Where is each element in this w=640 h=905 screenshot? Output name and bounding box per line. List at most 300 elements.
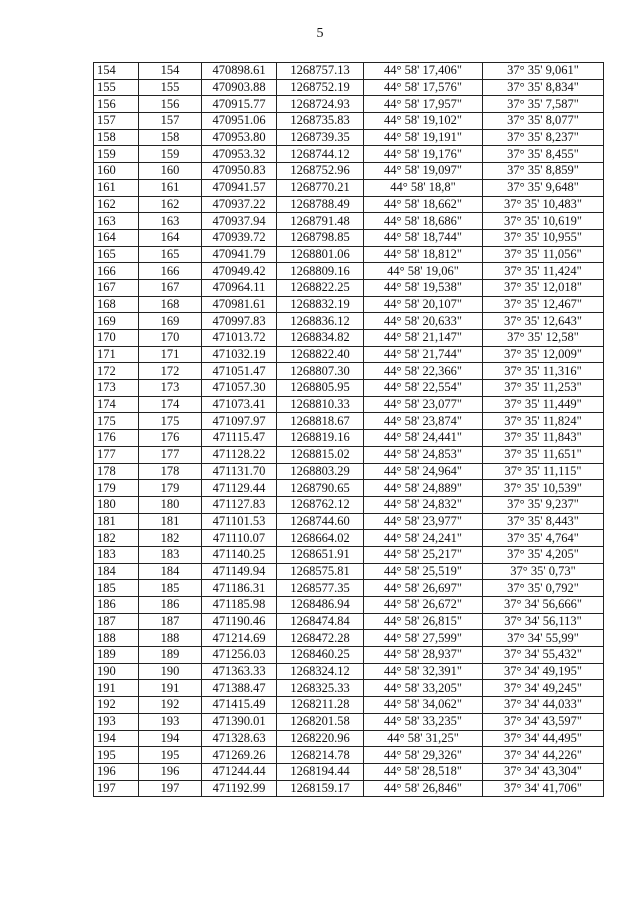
table-row [94, 146, 604, 163]
table-row [94, 163, 604, 180]
table-row [94, 730, 604, 747]
y-coordinate-cell: 1268159.17 [277, 780, 364, 797]
point-id-cell: 162 [139, 196, 202, 213]
point-number-cell: 187 [94, 613, 139, 630]
point-id-cell: 160 [139, 163, 202, 180]
y-coordinate-cell: 1268834.82 [277, 330, 364, 347]
point-id-cell: 168 [139, 296, 202, 313]
longitude-cell: 37° 34' 44,226" [483, 747, 604, 764]
latitude-cell: 44° 58' 25,519" [364, 563, 483, 580]
table-row [94, 613, 604, 630]
table-row [94, 129, 604, 146]
y-coordinate-cell: 1268472.28 [277, 630, 364, 647]
latitude-cell: 44° 58' 18,812" [364, 246, 483, 263]
y-coordinate-cell: 1268770.21 [277, 179, 364, 196]
x-coordinate-cell: 470949.42 [202, 263, 277, 280]
y-coordinate-cell: 1268807.30 [277, 363, 364, 380]
longitude-cell: 37° 35' 12,018" [483, 279, 604, 296]
x-coordinate-cell: 470951.06 [202, 113, 277, 130]
latitude-cell: 44° 58' 26,697" [364, 580, 483, 597]
y-coordinate-cell: 1268735.83 [277, 113, 364, 130]
x-coordinate-cell: 471328.63 [202, 730, 277, 747]
point-id-cell: 182 [139, 530, 202, 547]
x-coordinate-cell: 470898.61 [202, 63, 277, 80]
x-coordinate-cell: 471110.07 [202, 530, 277, 547]
point-number-cell: 161 [94, 179, 139, 196]
point-number-cell: 165 [94, 246, 139, 263]
table-row [94, 680, 604, 697]
longitude-cell: 37° 35' 8,859" [483, 163, 604, 180]
longitude-cell: 37° 35' 11,449" [483, 396, 604, 413]
latitude-cell: 44° 58' 34,062" [364, 697, 483, 714]
table-row [94, 363, 604, 380]
longitude-cell: 37° 34' 43,304" [483, 763, 604, 780]
table-row [94, 330, 604, 347]
table-row [94, 530, 604, 547]
point-id-cell: 193 [139, 713, 202, 730]
x-coordinate-cell: 471115.47 [202, 430, 277, 447]
table-row [94, 446, 604, 463]
point-id-cell: 191 [139, 680, 202, 697]
latitude-cell: 44° 58' 18,662" [364, 196, 483, 213]
x-coordinate-cell: 471013.72 [202, 330, 277, 347]
x-coordinate-cell: 470997.83 [202, 313, 277, 330]
point-number-cell: 168 [94, 296, 139, 313]
y-coordinate-cell: 1268739.35 [277, 129, 364, 146]
longitude-cell: 37° 35' 8,834" [483, 79, 604, 96]
point-number-cell: 191 [94, 680, 139, 697]
table-row [94, 346, 604, 363]
point-number-cell: 154 [94, 63, 139, 80]
table-row [94, 546, 604, 563]
x-coordinate-cell: 471415.49 [202, 697, 277, 714]
latitude-cell: 44° 58' 17,576" [364, 79, 483, 96]
point-id-cell: 192 [139, 697, 202, 714]
point-id-cell: 179 [139, 480, 202, 497]
longitude-cell: 37° 34' 49,245" [483, 680, 604, 697]
longitude-cell: 37° 34' 55,432" [483, 647, 604, 664]
table-row [94, 747, 604, 764]
y-coordinate-cell: 1268486.94 [277, 597, 364, 614]
x-coordinate-cell: 470903.88 [202, 79, 277, 96]
y-coordinate-cell: 1268798.85 [277, 229, 364, 246]
longitude-cell: 37° 35' 11,056" [483, 246, 604, 263]
table-row [94, 463, 604, 480]
x-coordinate-cell: 471244.44 [202, 763, 277, 780]
point-id-cell: 188 [139, 630, 202, 647]
point-id-cell: 155 [139, 79, 202, 96]
point-id-cell: 175 [139, 413, 202, 430]
latitude-cell: 44° 58' 18,8" [364, 179, 483, 196]
point-number-cell: 179 [94, 480, 139, 497]
point-id-cell: 166 [139, 263, 202, 280]
y-coordinate-cell: 1268744.12 [277, 146, 364, 163]
point-id-cell: 174 [139, 396, 202, 413]
latitude-cell: 44° 58' 19,538" [364, 279, 483, 296]
latitude-cell: 44° 58' 17,957" [364, 96, 483, 113]
x-coordinate-cell: 471101.53 [202, 513, 277, 530]
latitude-cell: 44° 58' 26,846" [364, 780, 483, 797]
longitude-cell: 37° 35' 11,824" [483, 413, 604, 430]
point-id-cell: 197 [139, 780, 202, 797]
table-row [94, 663, 604, 680]
latitude-cell: 44° 58' 24,441" [364, 430, 483, 447]
y-coordinate-cell: 1268577.35 [277, 580, 364, 597]
x-coordinate-cell: 471192.99 [202, 780, 277, 797]
x-coordinate-cell: 470939.72 [202, 229, 277, 246]
y-coordinate-cell: 1268819.16 [277, 430, 364, 447]
longitude-cell: 37° 35' 9,061" [483, 63, 604, 80]
point-number-cell: 164 [94, 229, 139, 246]
point-number-cell: 197 [94, 780, 139, 797]
point-id-cell: 164 [139, 229, 202, 246]
point-id-cell: 176 [139, 430, 202, 447]
y-coordinate-cell: 1268474.84 [277, 613, 364, 630]
point-id-cell: 156 [139, 96, 202, 113]
x-coordinate-cell: 471140.25 [202, 546, 277, 563]
longitude-cell: 37° 35' 11,651" [483, 446, 604, 463]
latitude-cell: 44° 58' 23,977" [364, 513, 483, 530]
latitude-cell: 44° 58' 18,744" [364, 229, 483, 246]
table-row [94, 647, 604, 664]
y-coordinate-cell: 1268752.19 [277, 79, 364, 96]
point-id-cell: 181 [139, 513, 202, 530]
x-coordinate-cell: 471073.41 [202, 396, 277, 413]
x-coordinate-cell: 471256.03 [202, 647, 277, 664]
longitude-cell: 37° 35' 12,009" [483, 346, 604, 363]
x-coordinate-cell: 470937.22 [202, 196, 277, 213]
point-number-cell: 176 [94, 430, 139, 447]
latitude-cell: 44° 58' 28,937" [364, 647, 483, 664]
table-row [94, 213, 604, 230]
y-coordinate-cell: 1268801.06 [277, 246, 364, 263]
y-coordinate-cell: 1268575.81 [277, 563, 364, 580]
point-number-cell: 174 [94, 396, 139, 413]
longitude-cell: 37° 35' 8,237" [483, 129, 604, 146]
x-coordinate-cell: 470950.83 [202, 163, 277, 180]
coordinates-table [93, 62, 604, 797]
table-row [94, 79, 604, 96]
longitude-cell: 37° 35' 7,587" [483, 96, 604, 113]
point-number-cell: 156 [94, 96, 139, 113]
y-coordinate-cell: 1268822.40 [277, 346, 364, 363]
longitude-cell: 37° 35' 11,316" [483, 363, 604, 380]
longitude-cell: 37° 34' 44,033" [483, 697, 604, 714]
y-coordinate-cell: 1268664.02 [277, 530, 364, 547]
x-coordinate-cell: 471127.83 [202, 496, 277, 513]
x-coordinate-cell: 470953.80 [202, 129, 277, 146]
latitude-cell: 44° 58' 20,633" [364, 313, 483, 330]
latitude-cell: 44° 58' 22,366" [364, 363, 483, 380]
x-coordinate-cell: 471388.47 [202, 680, 277, 697]
x-coordinate-cell: 471032.19 [202, 346, 277, 363]
x-coordinate-cell: 471129.44 [202, 480, 277, 497]
point-number-cell: 189 [94, 647, 139, 664]
latitude-cell: 44° 58' 20,107" [364, 296, 483, 313]
point-number-cell: 162 [94, 196, 139, 213]
x-coordinate-cell: 471269.26 [202, 747, 277, 764]
point-number-cell: 185 [94, 580, 139, 597]
point-id-cell: 171 [139, 346, 202, 363]
point-number-cell: 157 [94, 113, 139, 130]
point-id-cell: 170 [139, 330, 202, 347]
latitude-cell: 44° 58' 23,874" [364, 413, 483, 430]
point-number-cell: 171 [94, 346, 139, 363]
x-coordinate-cell: 470915.77 [202, 96, 277, 113]
point-number-cell: 167 [94, 279, 139, 296]
x-coordinate-cell: 470941.79 [202, 246, 277, 263]
point-number-cell: 172 [94, 363, 139, 380]
table-row [94, 430, 604, 447]
table-row [94, 380, 604, 397]
point-number-cell: 163 [94, 213, 139, 230]
x-coordinate-cell: 471057.30 [202, 380, 277, 397]
longitude-cell: 37° 35' 11,253" [483, 380, 604, 397]
y-coordinate-cell: 1268214.78 [277, 747, 364, 764]
point-id-cell: 187 [139, 613, 202, 630]
latitude-cell: 44° 58' 32,391" [364, 663, 483, 680]
y-coordinate-cell: 1268752.96 [277, 163, 364, 180]
point-number-cell: 160 [94, 163, 139, 180]
table-row [94, 697, 604, 714]
point-number-cell: 186 [94, 597, 139, 614]
point-number-cell: 177 [94, 446, 139, 463]
y-coordinate-cell: 1268810.33 [277, 396, 364, 413]
x-coordinate-cell: 471097.97 [202, 413, 277, 430]
y-coordinate-cell: 1268724.93 [277, 96, 364, 113]
point-id-cell: 163 [139, 213, 202, 230]
point-number-cell: 158 [94, 129, 139, 146]
table-row [94, 780, 604, 797]
point-id-cell: 169 [139, 313, 202, 330]
latitude-cell: 44° 58' 23,077" [364, 396, 483, 413]
latitude-cell: 44° 58' 31,25" [364, 730, 483, 747]
x-coordinate-cell: 470937.94 [202, 213, 277, 230]
point-number-cell: 170 [94, 330, 139, 347]
latitude-cell: 44° 58' 27,599" [364, 630, 483, 647]
latitude-cell: 44° 58' 24,853" [364, 446, 483, 463]
x-coordinate-cell: 471128.22 [202, 446, 277, 463]
point-id-cell: 158 [139, 129, 202, 146]
latitude-cell: 44° 58' 24,889" [364, 480, 483, 497]
y-coordinate-cell: 1268822.25 [277, 279, 364, 296]
latitude-cell: 44° 58' 19,06" [364, 263, 483, 280]
point-id-cell: 190 [139, 663, 202, 680]
longitude-cell: 37° 35' 10,539" [483, 480, 604, 497]
point-id-cell: 183 [139, 546, 202, 563]
point-number-cell: 175 [94, 413, 139, 430]
longitude-cell: 37° 35' 10,619" [483, 213, 604, 230]
x-coordinate-cell: 471214.69 [202, 630, 277, 647]
table-row [94, 480, 604, 497]
point-id-cell: 165 [139, 246, 202, 263]
y-coordinate-cell: 1268836.12 [277, 313, 364, 330]
table-row [94, 396, 604, 413]
longitude-cell: 37° 35' 9,648" [483, 179, 604, 196]
point-id-cell: 177 [139, 446, 202, 463]
point-id-cell: 189 [139, 647, 202, 664]
table-row [94, 63, 604, 80]
point-id-cell: 194 [139, 730, 202, 747]
y-coordinate-cell: 1268220.96 [277, 730, 364, 747]
x-coordinate-cell: 470981.61 [202, 296, 277, 313]
y-coordinate-cell: 1268211.28 [277, 697, 364, 714]
table-row [94, 580, 604, 597]
point-id-cell: 186 [139, 597, 202, 614]
x-coordinate-cell: 471131.70 [202, 463, 277, 480]
point-id-cell: 172 [139, 363, 202, 380]
point-id-cell: 178 [139, 463, 202, 480]
point-id-cell: 167 [139, 279, 202, 296]
longitude-cell: 37° 34' 49,195" [483, 663, 604, 680]
table-row [94, 279, 604, 296]
longitude-cell: 37° 35' 12,58" [483, 330, 604, 347]
x-coordinate-cell: 470941.57 [202, 179, 277, 196]
point-id-cell: 161 [139, 179, 202, 196]
table-row [94, 763, 604, 780]
latitude-cell: 44° 58' 24,832" [364, 496, 483, 513]
latitude-cell: 44° 58' 33,205" [364, 680, 483, 697]
table-row [94, 413, 604, 430]
x-coordinate-cell: 470953.32 [202, 146, 277, 163]
longitude-cell: 37° 35' 12,643" [483, 313, 604, 330]
y-coordinate-cell: 1268194.44 [277, 763, 364, 780]
y-coordinate-cell: 1268325.33 [277, 680, 364, 697]
longitude-cell: 37° 34' 56,113" [483, 613, 604, 630]
table-row [94, 263, 604, 280]
x-coordinate-cell: 471149.94 [202, 563, 277, 580]
latitude-cell: 44° 58' 29,326" [364, 747, 483, 764]
longitude-cell: 37° 34' 43,597" [483, 713, 604, 730]
point-number-cell: 188 [94, 630, 139, 647]
x-coordinate-cell: 471186.31 [202, 580, 277, 597]
longitude-cell: 37° 34' 41,706" [483, 780, 604, 797]
longitude-cell: 37° 34' 44,495" [483, 730, 604, 747]
point-id-cell: 157 [139, 113, 202, 130]
longitude-cell: 37° 35' 9,237" [483, 496, 604, 513]
latitude-cell: 44° 58' 17,406" [364, 63, 483, 80]
point-number-cell: 183 [94, 546, 139, 563]
latitude-cell: 44° 58' 25,217" [364, 546, 483, 563]
y-coordinate-cell: 1268651.91 [277, 546, 364, 563]
point-number-cell: 182 [94, 530, 139, 547]
longitude-cell: 37° 35' 8,077" [483, 113, 604, 130]
latitude-cell: 44° 58' 19,191" [364, 129, 483, 146]
point-id-cell: 154 [139, 63, 202, 80]
y-coordinate-cell: 1268762.12 [277, 496, 364, 513]
y-coordinate-cell: 1268324.12 [277, 663, 364, 680]
point-number-cell: 193 [94, 713, 139, 730]
y-coordinate-cell: 1268757.13 [277, 63, 364, 80]
point-number-cell: 194 [94, 730, 139, 747]
table-row [94, 246, 604, 263]
x-coordinate-cell: 471190.46 [202, 613, 277, 630]
x-coordinate-cell: 471363.33 [202, 663, 277, 680]
x-coordinate-cell: 471390.01 [202, 713, 277, 730]
point-number-cell: 159 [94, 146, 139, 163]
longitude-cell: 37° 35' 0,73" [483, 563, 604, 580]
longitude-cell: 37° 35' 10,483" [483, 196, 604, 213]
point-id-cell: 173 [139, 380, 202, 397]
y-coordinate-cell: 1268818.67 [277, 413, 364, 430]
point-number-cell: 181 [94, 513, 139, 530]
table-row [94, 313, 604, 330]
longitude-cell: 37° 35' 4,764" [483, 530, 604, 547]
table-row [94, 179, 604, 196]
table-row [94, 496, 604, 513]
latitude-cell: 44° 58' 21,744" [364, 346, 483, 363]
point-id-cell: 180 [139, 496, 202, 513]
longitude-cell: 37° 35' 10,955" [483, 229, 604, 246]
point-number-cell: 192 [94, 697, 139, 714]
latitude-cell: 44° 58' 28,518" [364, 763, 483, 780]
y-coordinate-cell: 1268201.58 [277, 713, 364, 730]
point-number-cell: 169 [94, 313, 139, 330]
longitude-cell: 37° 35' 8,455" [483, 146, 604, 163]
latitude-cell: 44° 58' 22,554" [364, 380, 483, 397]
coordinates-table-body [94, 63, 604, 797]
latitude-cell: 44° 58' 19,102" [364, 113, 483, 130]
latitude-cell: 44° 58' 26,672" [364, 597, 483, 614]
point-id-cell: 184 [139, 563, 202, 580]
latitude-cell: 44° 58' 21,147" [364, 330, 483, 347]
point-id-cell: 196 [139, 763, 202, 780]
point-id-cell: 159 [139, 146, 202, 163]
y-coordinate-cell: 1268803.29 [277, 463, 364, 480]
point-number-cell: 155 [94, 79, 139, 96]
table-row [94, 563, 604, 580]
latitude-cell: 44° 58' 19,097" [364, 163, 483, 180]
table-row [94, 630, 604, 647]
longitude-cell: 37° 35' 4,205" [483, 546, 604, 563]
point-id-cell: 185 [139, 580, 202, 597]
longitude-cell: 37° 35' 11,115" [483, 463, 604, 480]
y-coordinate-cell: 1268790.65 [277, 480, 364, 497]
table-row [94, 196, 604, 213]
longitude-cell: 37° 35' 0,792" [483, 580, 604, 597]
table-row [94, 597, 604, 614]
table-row [94, 296, 604, 313]
latitude-cell: 44° 58' 19,176" [364, 146, 483, 163]
table-row [94, 113, 604, 130]
page-number: 5 [316, 26, 324, 41]
point-number-cell: 180 [94, 496, 139, 513]
latitude-cell: 44° 58' 26,815" [364, 613, 483, 630]
table-row [94, 96, 604, 113]
table-row [94, 229, 604, 246]
table-row [94, 513, 604, 530]
y-coordinate-cell: 1268460.25 [277, 647, 364, 664]
point-id-cell: 195 [139, 747, 202, 764]
point-number-cell: 196 [94, 763, 139, 780]
y-coordinate-cell: 1268744.60 [277, 513, 364, 530]
point-number-cell: 173 [94, 380, 139, 397]
point-number-cell: 190 [94, 663, 139, 680]
latitude-cell: 44° 58' 24,241" [364, 530, 483, 547]
x-coordinate-cell: 470964.11 [202, 279, 277, 296]
table-row [94, 713, 604, 730]
point-number-cell: 195 [94, 747, 139, 764]
y-coordinate-cell: 1268832.19 [277, 296, 364, 313]
longitude-cell: 37° 35' 11,843" [483, 430, 604, 447]
longitude-cell: 37° 35' 8,443" [483, 513, 604, 530]
longitude-cell: 37° 34' 55,99" [483, 630, 604, 647]
y-coordinate-cell: 1268788.49 [277, 196, 364, 213]
point-number-cell: 184 [94, 563, 139, 580]
y-coordinate-cell: 1268805.95 [277, 380, 364, 397]
latitude-cell: 44° 58' 18,686" [364, 213, 483, 230]
point-number-cell: 166 [94, 263, 139, 280]
